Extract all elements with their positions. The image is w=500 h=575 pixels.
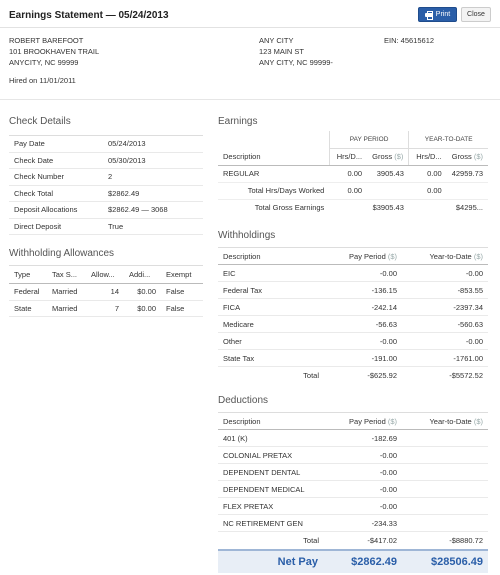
- wh-col-description: Description: [218, 248, 324, 265]
- total-pay-period: -$417.02: [367, 535, 397, 545]
- print-button-label: Print: [435, 11, 451, 18]
- row-pay-period: -0.00: [324, 265, 402, 282]
- earn-col-ytd-gross: Gross ($): [447, 148, 488, 165]
- col-exempt: Exempt: [161, 266, 203, 284]
- allowance-cell: 14: [86, 284, 124, 301]
- total-gross: $3905.43: [372, 203, 404, 213]
- table-row: [9, 136, 203, 153]
- row-ytd: -853.55: [402, 282, 488, 299]
- row-pay-period: -182.69: [324, 430, 402, 447]
- total-label: Total: [303, 370, 319, 380]
- row-pay-period: -0.00: [324, 333, 402, 350]
- employee-city: ANYCITY, NC 99999: [9, 58, 79, 67]
- row-ytd: -560.63: [402, 316, 488, 333]
- allowance-cell: Married: [47, 300, 86, 317]
- row-description: Federal Tax: [218, 282, 324, 299]
- row-ytd: [402, 481, 488, 498]
- withholdings-title: Withholdings: [218, 230, 276, 241]
- earn-col-ytd-hrs: Hrs/D...: [409, 148, 447, 165]
- col-tax-status: Tax S...: [47, 266, 86, 284]
- check-detail-label: Check Date: [9, 152, 103, 169]
- row-ytd: [402, 498, 488, 515]
- earnings-title: Earnings: [218, 116, 258, 127]
- row-description: 401 (K): [218, 430, 324, 447]
- row-pay-period: -56.63: [324, 316, 402, 333]
- check-details-table: [9, 135, 203, 235]
- row-description: Other: [218, 333, 324, 350]
- employer-address: [259, 35, 333, 68]
- wh-col-ytd: Year-to-Date ($): [402, 248, 488, 265]
- row-pay-period: -0.00: [324, 464, 402, 481]
- table-row: [218, 333, 488, 350]
- earnings-table: [218, 131, 488, 216]
- net-pay-label: Net Pay: [277, 556, 318, 568]
- table-row: [218, 299, 488, 316]
- earn-ytd-gross: 42959.73: [447, 165, 488, 182]
- table-row: [218, 464, 488, 481]
- row-ytd: [402, 515, 488, 532]
- row-ytd: -0.00: [402, 265, 488, 282]
- row-description: FLEX PRETAX: [218, 498, 324, 515]
- row-ytd: -0.00: [402, 333, 488, 350]
- withholding-allowances-table: [9, 265, 203, 317]
- allowance-cell: Married: [47, 284, 86, 301]
- col-additional: Addi...: [124, 266, 161, 284]
- table-row: [218, 199, 488, 216]
- total-row: [218, 367, 488, 384]
- net-pay-period: $2862.49: [351, 556, 397, 568]
- table-row: [9, 300, 203, 317]
- table-row: [218, 430, 488, 447]
- total-ytd-gross: $4295...: [455, 203, 483, 213]
- row-pay-period: -234.33: [324, 515, 402, 532]
- check-detail-label: Check Total: [9, 185, 103, 202]
- hired-date: Hired on 11/01/2011: [9, 76, 76, 85]
- ytd-group: YEAR-TO-DATE: [409, 131, 488, 148]
- net-pay-ytd: $28506.49: [431, 556, 483, 568]
- earn-col-description: Description: [218, 148, 329, 165]
- employee-address: [9, 35, 99, 68]
- withholdings-table: [218, 247, 488, 384]
- employer-name: ANY CITY: [259, 36, 294, 45]
- allowance-cell: False: [161, 284, 203, 301]
- table-row: [218, 447, 488, 464]
- deductions-title: Deductions: [218, 395, 269, 406]
- table-row: [9, 218, 203, 235]
- employee-street: 101 BROOKHAVEN TRAIL: [9, 47, 100, 56]
- wh-col-pay-period: Pay Period ($): [324, 248, 402, 265]
- ded-col-pay-period: Pay Period ($): [324, 413, 402, 430]
- row-description: COLONIAL PRETAX: [218, 447, 324, 464]
- row-ytd: [402, 430, 488, 447]
- earn-hrs: 0.00: [329, 165, 367, 182]
- row-description: Medicare: [218, 316, 324, 333]
- table-row: [9, 202, 203, 219]
- check-details-title: Check Details: [9, 116, 71, 127]
- col-allowances: Allow...: [86, 266, 124, 284]
- total-label: Total: [303, 535, 319, 545]
- employer-city: ANY CITY, NC 99999-: [259, 58, 333, 67]
- row-pay-period: -191.00: [324, 350, 402, 367]
- table-row: [9, 185, 203, 202]
- total-hrs: 0.00: [329, 182, 367, 199]
- earn-gross: 3905.43: [367, 165, 409, 182]
- print-button[interactable]: [418, 7, 457, 22]
- table-row: [218, 282, 488, 299]
- ded-col-ytd: Year-to-Date ($): [402, 413, 488, 430]
- employee-name: ROBERT BAREFOOT: [9, 36, 84, 45]
- check-detail-label: Deposit Allocations: [9, 202, 103, 219]
- earn-desc: REGULAR: [218, 165, 329, 182]
- deductions-table: [218, 412, 488, 549]
- row-ytd: -2397.34: [402, 299, 488, 316]
- row-ytd: -1761.00: [402, 350, 488, 367]
- statement-header: [0, 0, 500, 28]
- check-detail-value: 2: [103, 169, 203, 186]
- printer-icon: [425, 11, 433, 18]
- allowance-cell: Federal: [9, 284, 47, 301]
- table-row: [218, 515, 488, 532]
- table-row: [218, 316, 488, 333]
- row-description: DEPENDENT DENTAL: [218, 464, 324, 481]
- row-pay-period: -136.15: [324, 282, 402, 299]
- row-description: DEPENDENT MEDICAL: [218, 481, 324, 498]
- check-detail-value: 05/24/2013: [103, 136, 203, 153]
- check-detail-label: Direct Deposit: [9, 218, 103, 235]
- table-row: [218, 498, 488, 515]
- pay-period-group: PAY PERIOD: [329, 131, 409, 148]
- check-detail-label: Check Number: [9, 169, 103, 186]
- check-detail-value: True: [103, 218, 203, 235]
- allowance-cell: $0.00: [124, 300, 161, 317]
- total-pay-period: -$625.92: [367, 370, 397, 380]
- total-ytd: -$5572.52: [449, 370, 483, 380]
- earn-ytd-hrs: 0.00: [409, 165, 447, 182]
- earn-col-gross: Gross ($): [367, 148, 409, 165]
- row-pay-period: -0.00: [324, 498, 402, 515]
- row-ytd: [402, 447, 488, 464]
- table-row: [218, 350, 488, 367]
- total-hrs-label: Total Hrs/Days Worked: [218, 182, 329, 199]
- row-description: NC RETIREMENT GEN: [218, 515, 324, 532]
- row-description: FICA: [218, 299, 324, 316]
- row-pay-period: -0.00: [324, 481, 402, 498]
- row-pay-period: -242.14: [324, 299, 402, 316]
- table-row: [218, 265, 488, 282]
- divider: [0, 99, 500, 100]
- check-detail-value: $2862.49: [103, 185, 203, 202]
- allowance-cell: State: [9, 300, 47, 317]
- row-ytd: [402, 464, 488, 481]
- check-detail-value: $2862.49 — 3068: [103, 202, 203, 219]
- net-pay-row: [218, 549, 488, 573]
- withholding-allowances-title: Withholding Allowances: [9, 248, 115, 259]
- allowance-cell: False: [161, 300, 203, 317]
- earn-col-hrs: Hrs/D...: [329, 148, 367, 165]
- check-detail-value: 05/30/2013: [103, 152, 203, 169]
- close-button[interactable]: Close: [461, 7, 491, 22]
- row-description: State Tax: [218, 350, 324, 367]
- total-row: [218, 532, 488, 549]
- page-title: Earnings Statement — 05/24/2013: [9, 10, 169, 21]
- table-row: [218, 481, 488, 498]
- employer-ein: EIN: 45615612: [384, 36, 435, 45]
- check-detail-label: Pay Date: [9, 136, 103, 153]
- col-type: Type: [9, 266, 47, 284]
- total-ytd: -$8880.72: [449, 535, 483, 545]
- table-row: [218, 182, 488, 199]
- allowance-cell: $0.00: [124, 284, 161, 301]
- row-pay-period: -0.00: [324, 447, 402, 464]
- table-row: [9, 152, 203, 169]
- employer-street: 123 MAIN ST: [259, 47, 305, 56]
- allowance-cell: 7: [86, 300, 124, 317]
- table-row: [218, 165, 488, 182]
- ded-col-description: Description: [218, 413, 324, 430]
- total-ytd-hrs: 0.00: [409, 182, 447, 199]
- row-description: EIC: [218, 265, 324, 282]
- total-gross-label: Total Gross Earnings: [254, 203, 325, 213]
- table-row: [9, 169, 203, 186]
- table-row: [9, 284, 203, 301]
